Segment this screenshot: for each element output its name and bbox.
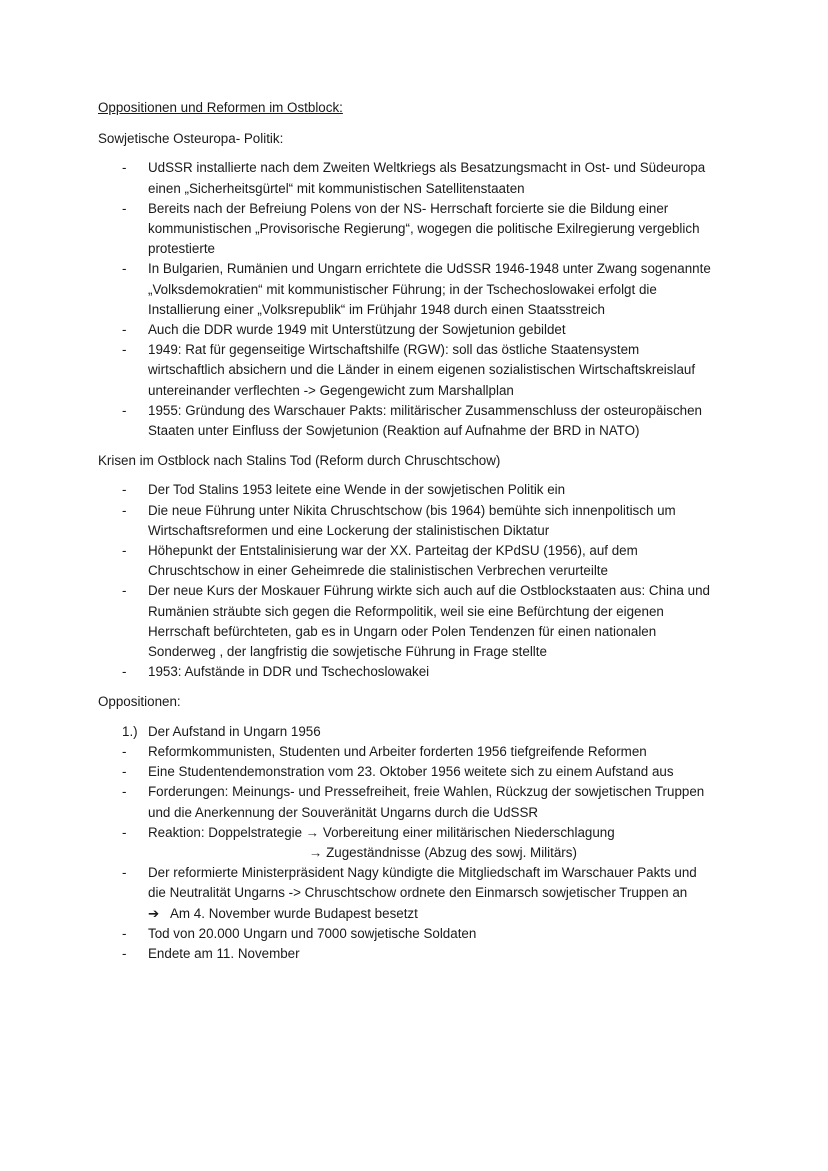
list-marker: - xyxy=(122,764,127,780)
reaction-line: Reaktion: Doppelstrategie → Vorbereitung einer militärischen Niederschlagung xyxy=(148,824,615,840)
list-marker: - xyxy=(122,502,127,518)
list-item-text xyxy=(148,199,738,260)
text-line: Der Tod Stalins 1953 leitete eine Wende in der sowjetischen Politik ein xyxy=(148,482,566,498)
text-line: 1955: Gründung des Warschauer Pakts: militärischer Zusammenschluss der osteuropäischen xyxy=(148,402,702,418)
list-marker: - xyxy=(122,200,127,216)
list-osteuropa-politik xyxy=(98,158,738,441)
text-line: und die Anerkennung der Souveränität Ungarns durch die UdSSR xyxy=(148,804,539,820)
list-item xyxy=(98,480,738,500)
list-marker: - xyxy=(122,925,127,941)
list-item-text xyxy=(148,782,738,822)
list-marker: - xyxy=(122,583,127,599)
list-item xyxy=(98,944,738,964)
text-line: kommunistischen „Provisorische Regierung“, wogegen die politische Exilregierung vergeblich xyxy=(148,221,700,237)
list-item-text xyxy=(148,924,738,944)
text-line: Staaten unter Einfluss der Sowjetunion (Reaktion auf Aufnahme der BRD in NATO) xyxy=(148,423,640,439)
list-item xyxy=(98,320,738,340)
text-line: Chruschtschow in einer Geheimrede die stalinistischen Verbrechen verurteilte xyxy=(148,563,608,579)
list-item-text xyxy=(148,320,738,340)
text-line: Rumänien sträubte sich gegen die Reformpolitik, weil sie eine Befürchtung der eigenen xyxy=(148,603,664,619)
list-marker: - xyxy=(122,865,127,881)
text-line: untereinander verflechten -> Gegengewicht zum Marshallplan xyxy=(148,382,514,398)
list-item xyxy=(98,782,738,822)
text-line: Die neue Führung unter Nikita Chruschtschow (bis 1964) bemühte sich innenpolitisch um xyxy=(148,502,676,518)
list-item-text xyxy=(148,401,738,441)
list-item-text xyxy=(148,742,738,762)
text-line: Endete am 11. November xyxy=(148,945,300,961)
list-item-text xyxy=(148,480,738,500)
list-item-text xyxy=(148,944,738,964)
list-marker: - xyxy=(122,322,127,338)
section-heading-oppositionen: Oppositionen: xyxy=(98,694,181,710)
text-line: Forderungen: Meinungs- und Pressefreiheit, freie Wahlen, Rückzug der sowjetischen Truppen xyxy=(148,784,705,800)
list-item-text xyxy=(148,541,738,581)
text-line: protestierte xyxy=(148,241,215,257)
text-line: Auch die DDR wurde 1949 mit Unterstützung der Sowjetunion gebildet xyxy=(148,322,566,338)
reaction-line-second: → Zugeständnisse (Abzug des sowj. Militärs) xyxy=(309,844,577,860)
text-line: 1953: Aufstände in DDR und Tschechoslowakei xyxy=(148,664,430,680)
list-marker: - xyxy=(122,784,127,800)
section-heading-osteuropa-politik: Sowjetische Osteuropa- Politik: xyxy=(98,131,284,147)
list-marker: - xyxy=(122,402,127,418)
list-item xyxy=(98,501,738,541)
list-item xyxy=(98,199,738,260)
list-marker: - xyxy=(122,543,127,559)
list-item xyxy=(98,158,738,198)
text-line: die Neutralität Ungarns -> Chruschtschow ordnete den Einmarsch sowjetischer Truppen an xyxy=(148,885,688,901)
list-item-text xyxy=(148,823,738,863)
text-line: Der Aufstand in Ungarn 1956 xyxy=(148,723,321,739)
list-krisen xyxy=(98,480,738,682)
list-item xyxy=(98,722,738,742)
text-line: einen „Sicherheitsgürtel“ mit kommunistischen Satellitenstaaten xyxy=(148,180,525,196)
text-line: In Bulgarien, Rumänien und Ungarn errichtete die UdSSR 1946-1948 unter Zwang sogenannte xyxy=(148,261,711,277)
text-line: Sonderweg , der langfristig die sowjetische Führung in Frage stellte xyxy=(148,644,547,660)
arrow-right-icon: ➔ xyxy=(148,905,160,921)
text-line: Höhepunkt der Entstalinisierung war der XX. Parteitag der KPdSU (1956), auf dem xyxy=(148,543,638,559)
text-line: „Volksdemokratien“ mit kommunistischer Führung; in der Tschechoslowakei erfolgt die xyxy=(148,281,657,297)
text-line: Eine Studentendemonstration vom 23. Oktober 1956 weitete sich zu einem Aufstand aus xyxy=(148,764,674,780)
text-line: Bereits nach der Befreiung Polens von der NS- Herrschaft forcierte sie die Bildung einer xyxy=(148,200,669,216)
arrow-sub-text: Am 4. November wurde Budapest besetzt xyxy=(170,905,418,921)
list-item xyxy=(98,762,738,782)
list-marker: - xyxy=(122,160,127,176)
list-item-text xyxy=(148,863,738,924)
arrow-sub-item xyxy=(148,904,738,924)
list-item xyxy=(98,823,738,863)
list-item xyxy=(98,924,738,944)
list-item-text xyxy=(148,662,738,682)
list-item-text xyxy=(148,762,738,782)
list-marker: 1.) xyxy=(122,723,138,739)
list-item xyxy=(98,401,738,441)
list-item xyxy=(98,340,738,401)
list-marker: - xyxy=(122,664,127,680)
list-item xyxy=(98,742,738,762)
list-item xyxy=(98,541,738,581)
list-item xyxy=(98,863,738,924)
list-item-text xyxy=(148,259,738,320)
list-marker: - xyxy=(122,945,127,961)
text-line: Wirtschaftsreformen und eine Lockerung der stalinistischen Diktatur xyxy=(148,522,550,538)
text-line: Reformkommunisten, Studenten und Arbeiter forderten 1956 tiefgreifende Reformen xyxy=(148,743,647,759)
list-item-text xyxy=(148,722,738,742)
document-content xyxy=(98,98,738,974)
text-line: Der reformierte Ministerpräsident Nagy kündigte die Mitgliedschaft im Warschauer Pakts und xyxy=(148,865,697,881)
list-item-text xyxy=(148,340,738,401)
text-line: Herrschaft befürchteten, gab es in Ungarn oder Polen Tendenzen für einen nationalen xyxy=(148,623,657,639)
text-line: Der neue Kurs der Moskauer Führung wirkte sich auch auf die Ostblockstaaten aus: China und xyxy=(148,583,710,599)
list-oppositionen xyxy=(98,722,738,964)
list-item xyxy=(98,581,738,662)
text-line: Installierung einer „Volksrepublik“ im Frühjahr 1948 durch einen Staatsstreich xyxy=(148,301,606,317)
text-line: wirtschaftlich absichern und die Länder in einem eigenen sozialistischen Wirtschaftskreislauf xyxy=(148,362,696,378)
list-marker: - xyxy=(122,342,127,358)
text-line: Tod von 20.000 Ungarn und 7000 sowjetische Soldaten xyxy=(148,925,477,941)
list-item-text xyxy=(148,158,738,198)
list-item xyxy=(98,259,738,320)
list-marker: - xyxy=(122,261,127,277)
list-item xyxy=(98,662,738,682)
document-title: Oppositionen und Reformen im Ostblock: xyxy=(98,100,343,115)
text-line: UdSSR installierte nach dem Zweiten Weltkriegs als Besatzungsmacht in Ost- und Südeuropa xyxy=(148,160,706,176)
list-marker: - xyxy=(122,482,127,498)
list-item-text xyxy=(148,501,738,541)
list-marker: - xyxy=(122,743,127,759)
list-marker: - xyxy=(122,824,127,840)
text-line: 1949: Rat für gegenseitige Wirtschaftshilfe (RGW): soll das östliche Staatensystem xyxy=(148,342,640,358)
section-heading-krisen: Krisen im Ostblock nach Stalins Tod (Reform durch Chruschtschow) xyxy=(98,453,501,469)
list-item-text xyxy=(148,581,738,662)
